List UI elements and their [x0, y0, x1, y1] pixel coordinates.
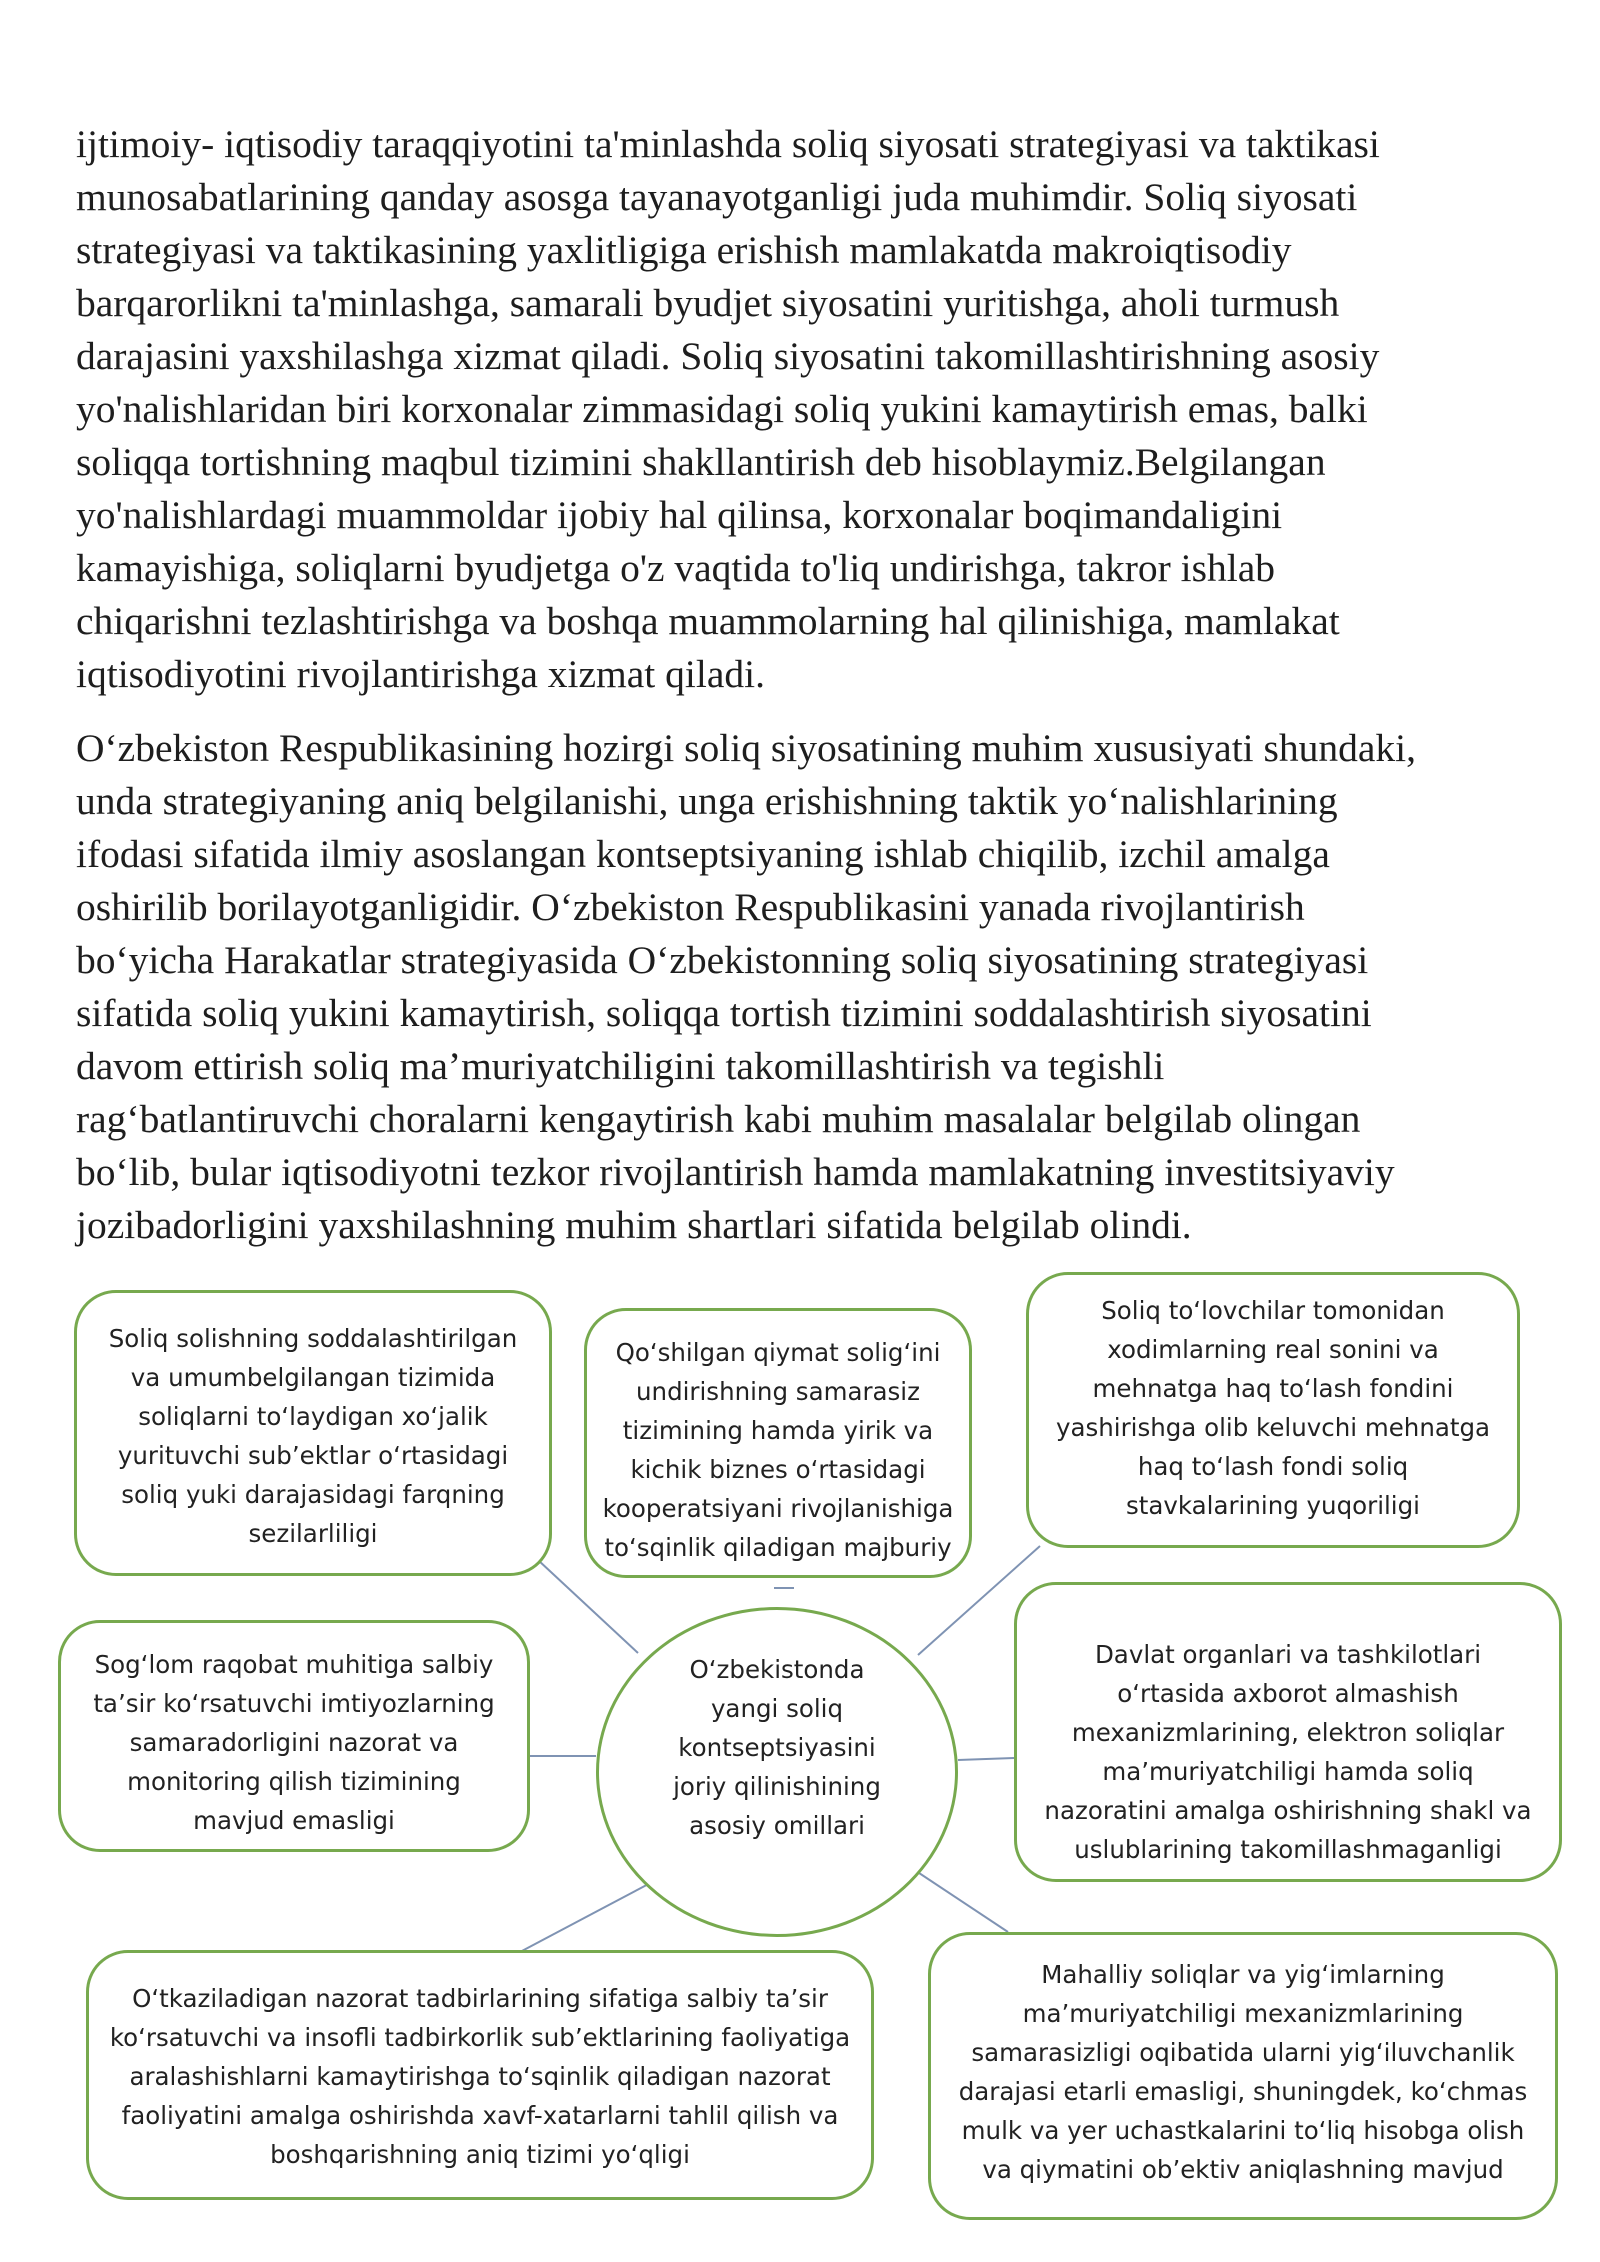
text-line: bo‘yicha Harakatlar strategiyasida O‘zbekistonning soliq siyosatining strategiyasi [76, 938, 1369, 982]
text-line: darajasini yaxshilashga xizmat qiladi. Soliq siyosatini takomillashtirishning asosiy [76, 334, 1380, 378]
center-line: kontseptsiyasini [678, 1733, 876, 1762]
box-line: ko‘rsatuvchi va insofli tadbirkorlik sub’ektlarining faoliyatiga [109, 2023, 851, 2052]
text-line: oshirilib borilayotganligidir. O‘zbekiston Respublikasini yanada rivojlantirish [76, 885, 1305, 929]
factor-box-top-right [1026, 1272, 1520, 1548]
factor-box-top-left [74, 1290, 552, 1576]
text-line: kamayishiga, soliqlarni byudjetga o'z vaqtida to'liq undirishga, takror ishlab [76, 546, 1275, 590]
text-line: ifodasi sifatida ilmiy asoslangan kontseptsiyaning ishlab chiqilib, izchil amalga [76, 832, 1330, 876]
box-line: xodimlarning real sonini va [1107, 1335, 1439, 1364]
connector-line [958, 1758, 1014, 1760]
text-line: ijtimoiy- iqtisodiy taraqqiyotini ta'minlashda soliq siyosati strategiyasi va taktikasi [76, 122, 1380, 166]
box-line: Mahalliy soliqlar va yig‘imlarning [1041, 1960, 1445, 1989]
box-line: boshqarishning aniq tizimi yo‘qligi [270, 2140, 690, 2169]
text-line: strategiyasi va taktikasining yaxlitligiga erishish mamlakatda makroiqtisodiy [76, 228, 1292, 272]
box-line: faoliyatini amalga oshirishda xavf-xatarlarni tahlil qilish va [121, 2101, 839, 2130]
text-line: unda strategiyaning aniq belgilanishi, unga erishishning taktik yo‘nalishlarining [76, 779, 1338, 823]
text-line: iqtisodiyotini rivojlantirishga xizmat qiladi. [76, 652, 765, 696]
box-line: aralashishlarni kamaytirishga to‘sqinlik qiladigan nazorat [129, 2062, 831, 2091]
box-line: Qo‘shilgan qiymat solig‘ini [615, 1338, 941, 1367]
box-line: yashirishga olib keluvchi mehnatga [1055, 1413, 1491, 1442]
box-line: va qiymatini ob’ektiv aniqlashning mavjud [982, 2155, 1504, 2184]
text-line: soliqqa tortishning maqbul tizimini shakllantirish deb hisoblaymiz.Belgilangan [76, 440, 1326, 484]
box-line: monitoring qilish tizimining [127, 1767, 461, 1796]
factor-box-bottom-left [86, 1950, 874, 2200]
box-line: sezilarliligi [248, 1519, 378, 1548]
text-line: O‘zbekiston Respublikasining hozirgi soliq siyosatining muhim xususiyati shundaki, [76, 726, 1417, 770]
text-line: chiqarishni tezlashtirishga va boshqa muammolarning hal qilinishiga, mamlakat [76, 599, 1340, 643]
box-line: mexanizmlarining, elektron soliqlar [1071, 1718, 1505, 1747]
box-line: soliq yuki darajasidagi farqning [121, 1480, 505, 1509]
box-line: Sog‘lom raqobat muhitiga salbiy [94, 1650, 494, 1679]
box-line: O‘tkaziladigan nazorat tadbirlarining sifatiga salbiy ta’sir [132, 1984, 828, 2013]
box-line: ma’muriyatchiligi hamda soliq [1102, 1757, 1474, 1786]
box-line: ta’sir ko‘rsatuvchi imtiyozlarning [93, 1689, 495, 1718]
text-line: jozibadorligini yaxshilashning muhim shartlari sifatida belgilab olindi. [76, 1203, 1192, 1247]
box-line: nazoratini amalga oshirishning shakl va [1044, 1796, 1532, 1825]
text-line: davom ettirish soliq ma’muriyatchiligini takomillashtirish va tegishli [76, 1044, 1165, 1088]
box-line: uslublarining takomillashmaganligi [1074, 1835, 1502, 1864]
box-line: stavkalarining yuqoriligi [1126, 1491, 1420, 1520]
text-line: munosabatlarining qanday asosga tayanayotganligi juda muhimdir. Soliq siyosati [76, 175, 1358, 219]
connector-line [907, 1865, 1008, 1932]
text-line: barqarorlikni ta'minlashga, samarali byudjet siyosatini yuritishga, aholi turmush [76, 281, 1340, 325]
factor-box-top-middle [584, 1308, 972, 1578]
box-line: o‘rtasida axborot almashish [1117, 1679, 1459, 1708]
center-line: O‘zbekistonda [689, 1655, 865, 1684]
box-line: soliqlarni to‘laydigan xo‘jalik [138, 1402, 488, 1431]
center-line: joriy qilinishining [673, 1772, 881, 1801]
box-line: tizimining hamda yirik va [622, 1416, 934, 1445]
box-line: to‘sqinlik qiladigan majburiy [604, 1533, 952, 1562]
box-line: ma’muriyatchiligi mexanizmlarining [1022, 1999, 1464, 2028]
text-line: yo'nalishlaridan biri korxonalar zimmasidagi soliq yukini kamaytirish emas, balki [76, 387, 1368, 431]
box-line: undirishning samarasiz [636, 1377, 920, 1406]
text-line: sifatida soliq yukini kamaytirish, soliqqa tortish tizimini soddalashtirish siyosatini [76, 991, 1372, 1035]
box-line: kichik biznes o‘rtasidagi [630, 1455, 926, 1484]
box-line: Davlat organlari va tashkilotlari [1094, 1640, 1482, 1669]
box-line: kooperatsiyani rivojlanishiga [602, 1494, 954, 1523]
factor-box-bottom-right [928, 1932, 1558, 2220]
central-topic-label [596, 1650, 958, 1845]
box-line: Soliq to‘lovchilar tomonidan [1101, 1296, 1445, 1325]
box-line: mavjud emasligi [193, 1806, 395, 1835]
center-line: yangi soliq [710, 1694, 844, 1723]
text-line: bo‘lib, bular iqtisodiyotni tezkor rivojlantirish hamda mamlakatning investitsiyaviy [76, 1150, 1395, 1194]
text-line: yo'nalishlardagi muammoldar ijobiy hal qilinsa, korxonalar boqimandaligini [76, 493, 1283, 537]
box-line: mulk va yer uchastkalarini to‘liq hisobga olish [961, 2116, 1525, 2145]
box-line: samaradorligini nazorat va [129, 1728, 459, 1757]
text-line: rag‘batlantiruvchi choralarni kengaytirish kabi muhim masalalar belgilab olingan [76, 1097, 1361, 1141]
box-line: va umumbelgilangan tizimida [130, 1363, 496, 1392]
center-line: asosiy omillari [689, 1811, 865, 1840]
box-line: samarasizligi oqibatida ularni yig‘iluvchanlik [971, 2038, 1515, 2067]
box-line: Soliq solishning soddalashtirilgan [108, 1324, 518, 1353]
box-line: mehnatga haq to‘lash fondini [1092, 1374, 1454, 1403]
connector-line [520, 1880, 656, 1952]
box-line: haq to‘lash fondi soliq [1137, 1452, 1409, 1481]
factor-box-middle-right [1014, 1582, 1562, 1882]
factor-box-middle-left [58, 1620, 530, 1852]
box-line: yurituvchi sub’ektlar o‘rtasidagi [117, 1441, 509, 1470]
box-line: darajasi etarli emasligi, shuningdek, ko‘chmas [958, 2077, 1528, 2106]
